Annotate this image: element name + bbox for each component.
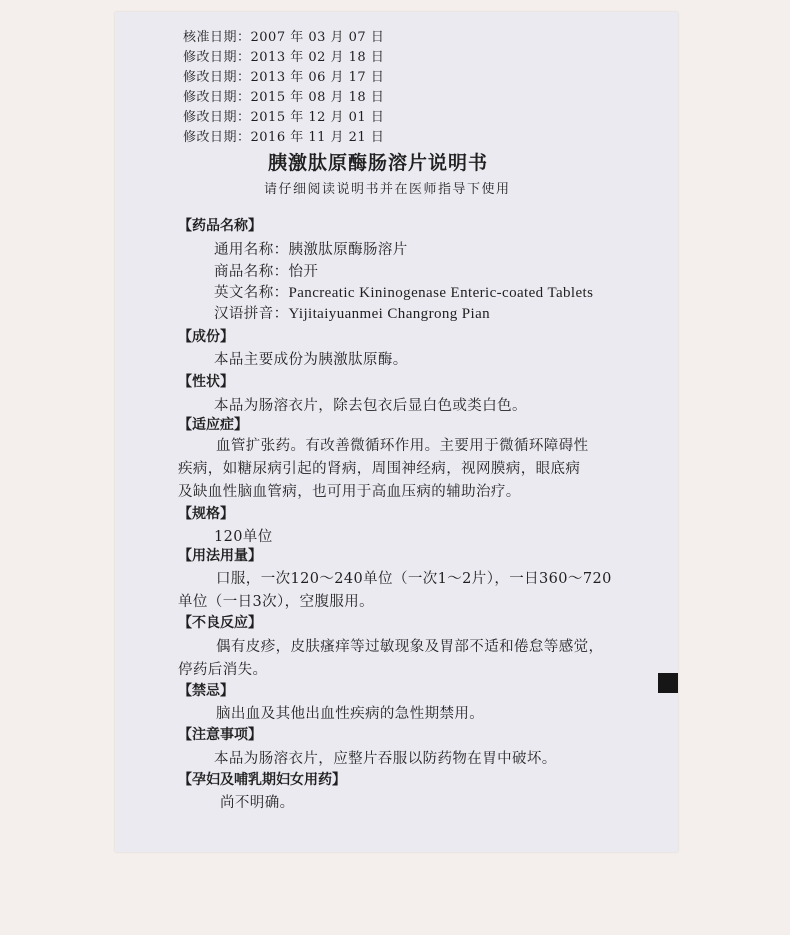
document-title: 胰激肽原酶肠溶片说明书 [268,152,489,174]
contra-text: 脑出血及其他出血性疾病的急性期禁用。 [216,706,485,722]
pinyin-value: Yijitaiyuanmei Changrong Pian [288,306,491,322]
dosage-line: 口服，一次120～240单位（一次1～2片），一日360～720 [216,571,612,587]
precautions-text: 本品为肠溶衣片，应整片吞服以防药物在胃中破坏。 [214,751,557,767]
appearance-text: 本品为肠溶衣片，除去包衣后显白色或类白色。 [214,398,527,414]
revision-date: 修改日期：2013 年 06 月 17 日 [183,70,385,85]
english-name-label: 英文名称： [214,285,289,301]
indications-line: 及缺血性脑血管病，也可用于高血压病的辅助治疗。 [178,484,521,500]
adverse-line: 偶有皮疹，皮肤瘙痒等过敏现象及胃部不适和倦怠等感觉， [216,639,604,655]
section-heading: 【规格】 [178,506,234,522]
section-heading: 【适应症】 [178,417,248,433]
pinyin-label: 汉语拼音： [214,306,289,322]
section-heading: 【禁忌】 [178,683,234,699]
section-heading: 【孕妇及哺乳期妇女用药】 [178,772,346,788]
approval-date: 核准日期：2007 年 03 月 07 日 [183,30,385,45]
indications-line: 血管扩张药。有改善微循环作用。主要用于微循环障碍性 [216,438,589,454]
section-heading: 【成份】 [178,329,234,345]
revision-date: 修改日期：2015 年 08 月 18 日 [183,90,385,105]
document-subtitle: 请仔细阅读说明书并在医师指导下使用 [264,182,511,197]
pinyin-name [214,302,490,323]
section-heading: 【注意事项】 [178,727,262,743]
indications-line: 疾病，如糖尿病引起的肾病，周围神经病，视网膜病，眼底病 [178,461,581,477]
section-heading: 【药品名称】 [178,218,262,234]
spec-text: 120单位 [214,529,273,545]
section-heading: 【用法用量】 [178,548,262,564]
revision-date: 修改日期：2013 年 02 月 18 日 [183,50,385,65]
generic-name: 通用名称：胰激肽原酶肠溶片 [214,242,408,258]
trade-name: 商品名称：怡开 [214,264,319,280]
black-marker [658,673,678,693]
section-heading: 【性状】 [178,374,234,390]
revision-date: 修改日期：2015 年 12 月 01 日 [183,110,385,125]
english-name [214,281,593,302]
adverse-line: 停药后消失。 [178,662,268,678]
composition-text: 本品主要成份为胰激肽原酶。 [214,352,408,368]
revision-date: 修改日期：2016 年 11 月 21 日 [183,130,385,145]
pregnancy-text: 尚不明确。 [220,795,295,811]
section-heading: 【不良反应】 [178,615,262,631]
english-name-value: Pancreatic Kininogenase Enteric-coated Tablets [288,285,594,301]
dosage-line: 单位（一日3次），空腹服用。 [178,594,375,610]
